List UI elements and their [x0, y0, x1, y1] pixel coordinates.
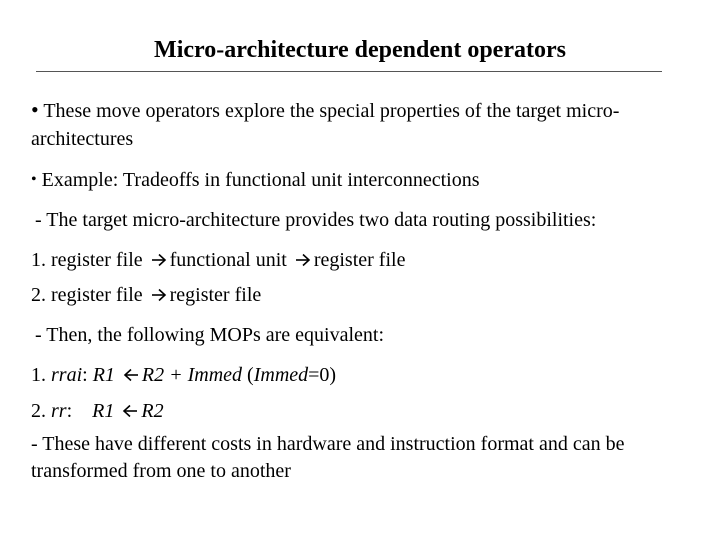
arrow-right-icon	[151, 253, 167, 267]
mops-intro: - Then, the following MOPs are equivalent:	[35, 324, 385, 346]
mop-1-colon: :	[82, 364, 88, 386]
mop-1-expression: R2 + Immed	[141, 364, 243, 386]
mop-1-immed-value: =0)	[308, 364, 337, 386]
mop-1-number: 1.	[31, 364, 46, 386]
mop-2	[31, 397, 164, 425]
route-1	[31, 246, 405, 274]
routing-intro: - The target micro-architecture provides two data routing possibilities:	[35, 209, 597, 231]
arrow-left-icon	[123, 368, 139, 382]
route-1-number: 1.	[31, 249, 46, 271]
mop-2-source: R2	[141, 400, 164, 422]
bullet-1-line-2: architectures	[31, 128, 134, 150]
mop-2-name: rr	[51, 400, 67, 422]
conclusion-line-1: - These have different costs in hardware and instruction format and can be	[31, 433, 625, 455]
mop-1-immed: Immed	[253, 364, 309, 386]
mop-2-number: 2.	[31, 400, 46, 422]
title-divider	[36, 71, 662, 72]
route-2-dest: register file	[169, 284, 262, 306]
arrow-left-icon	[122, 404, 138, 418]
arrow-right-icon	[151, 288, 167, 302]
route-2	[31, 281, 261, 309]
bullet-2-text: Example: Tradeoffs in functional unit interconnections	[41, 169, 480, 191]
bullet-marker: •	[31, 171, 37, 188]
mop-1-paren: (	[247, 364, 254, 386]
mop-1-dest: R1	[92, 364, 115, 386]
bullet-1-line-1	[31, 96, 619, 125]
bullet-2-line	[31, 166, 480, 194]
route-1-middle: functional unit	[169, 249, 287, 271]
bullet-marker: •	[31, 97, 39, 122]
route-2-number: 2.	[31, 284, 46, 306]
route-2-source: register file	[51, 284, 143, 306]
bullet-1-text: These move operators explore the special properties of the target micro-	[43, 100, 620, 122]
mop-1-name: rrai	[51, 364, 83, 386]
route-1-source: register file	[51, 249, 143, 271]
conclusion-line-2: transformed from one to another	[31, 460, 291, 482]
slide-title: Micro-architecture dependent operators	[154, 37, 566, 63]
route-1-dest: register file	[313, 249, 406, 271]
arrow-right-icon	[295, 253, 311, 267]
mop-2-dest: R1	[92, 400, 115, 422]
mop-1	[31, 361, 336, 389]
mop-2-colon: :	[66, 400, 73, 422]
